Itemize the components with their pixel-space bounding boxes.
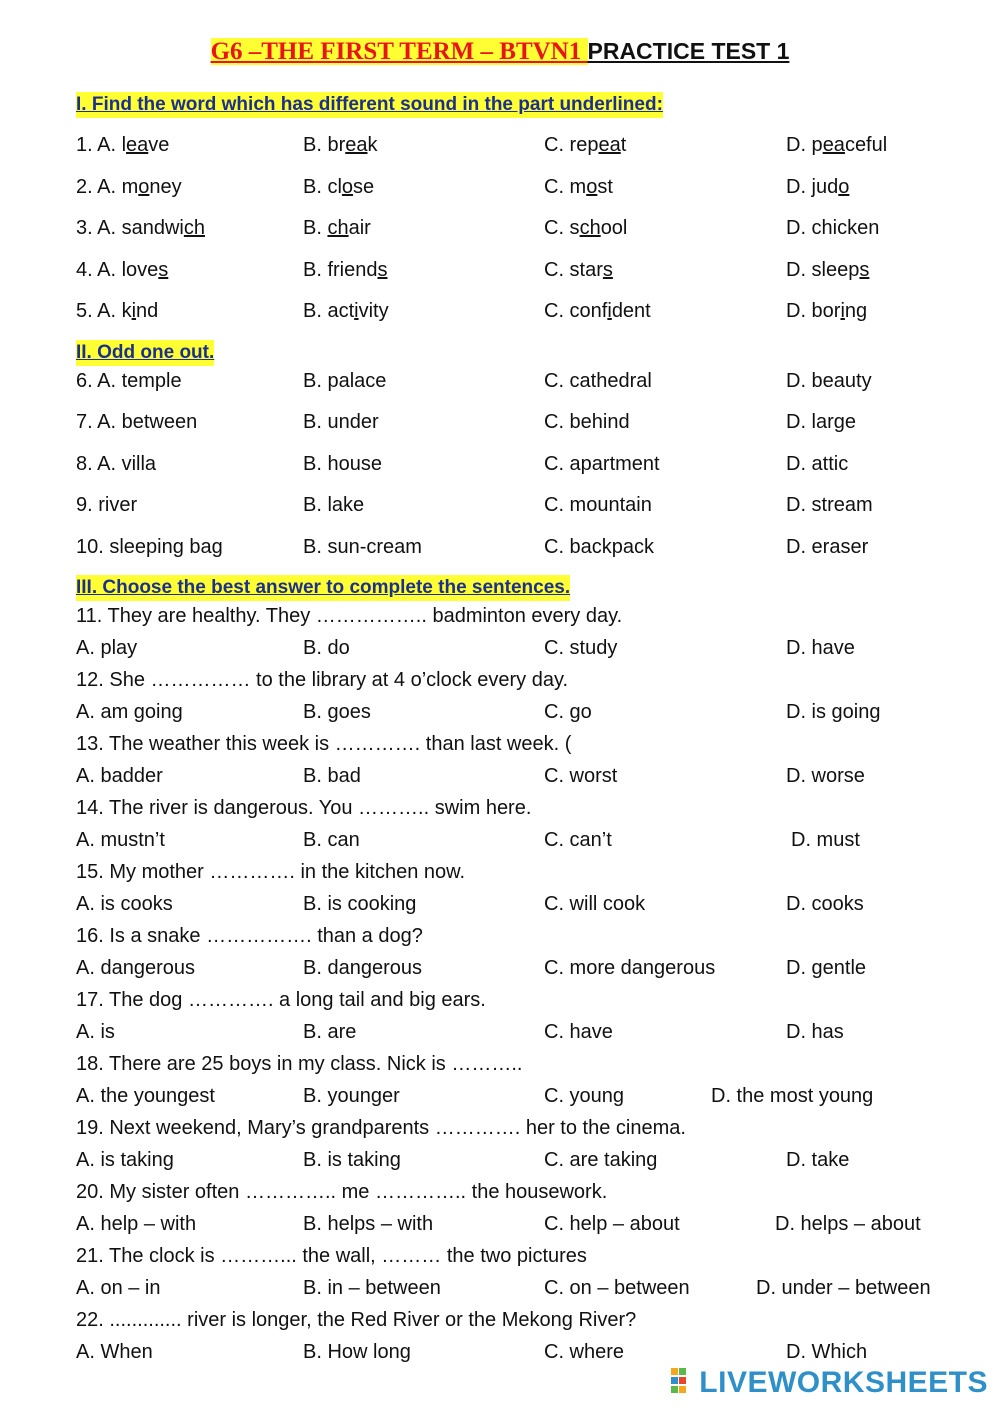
answer-option: B. bad [303, 765, 361, 787]
answer-option: 4. A. loves [76, 258, 169, 281]
title-main: G6 –THE FIRST TERM – BTVN1 [210, 38, 588, 65]
answer-option: B. do [303, 637, 350, 659]
section-1-questions [76, 132, 976, 340]
answer-option: A. the youngest [76, 1085, 215, 1107]
answer-option: B. goes [303, 701, 371, 723]
options-row [76, 1275, 976, 1307]
question-stem: 15. My mother …………. in the kitchen now. [76, 861, 466, 883]
answer-option: B. friends [303, 258, 388, 281]
answer-option: D. worse [786, 765, 865, 787]
options-row [76, 635, 976, 667]
underlined-part: ch [327, 217, 349, 239]
underlined-part: o [341, 175, 354, 198]
answer-option: C. are taking [544, 1149, 658, 1171]
answer-option: B. is cooking [303, 893, 417, 915]
answer-option: A. When [76, 1341, 153, 1363]
question-stem: 21. The clock is ………... the wall, ……… the two pictures [76, 1245, 587, 1267]
answer-option: B. helps – with [303, 1213, 434, 1235]
underlined-part: i [607, 300, 612, 322]
answer-option: C. most [544, 175, 613, 198]
answer-option: 3. A. sandwich [76, 217, 205, 239]
answer-option: 9. river [76, 494, 138, 516]
question-row [76, 492, 976, 534]
question-stem: 11. They are healthy. They …………….. badminton every day. [76, 605, 623, 627]
answer-option: 8. A. villa [76, 452, 157, 475]
answer-option: B. lake [303, 494, 365, 516]
answer-option: B. in – between [303, 1277, 441, 1299]
question-stem: 13. The weather this week is …………. than last week. ( [76, 733, 572, 755]
answer-option: C. help – about [544, 1213, 680, 1235]
underlined-part: ea [822, 134, 845, 156]
answer-option: C. study [544, 637, 618, 659]
section-2-questions [76, 368, 976, 576]
question-row [76, 534, 976, 576]
answer-option: B. can [303, 829, 360, 851]
underlined-part: ea [345, 134, 368, 156]
answer-option: B. is taking [303, 1149, 401, 1171]
answer-option: A. mustn’t [76, 829, 165, 851]
answer-option: B. How long [303, 1341, 411, 1363]
options-row [76, 827, 976, 859]
question-row [76, 215, 976, 257]
underlined-part: ch [579, 217, 601, 239]
answer-option: C. young [544, 1085, 625, 1107]
answer-option: B. sun-cream [303, 535, 422, 558]
answer-option: C. confident [544, 300, 651, 322]
question-stem: 17. The dog …………. a long tail and big ears. [76, 989, 486, 1011]
answer-option: B. palace [303, 369, 387, 392]
answer-option: C. school [544, 217, 628, 239]
question-stem: 16. Is a snake ……………. than a dog? [76, 925, 423, 947]
underlined-part: o [138, 175, 150, 198]
answer-option: A. play [76, 637, 138, 659]
question-stem: 22. ............. river is longer, the Red River or the Mekong River? [76, 1309, 637, 1331]
answer-option: B. house [303, 452, 382, 475]
question-row [76, 174, 976, 216]
underlined-part: o [586, 175, 598, 198]
answer-option: D. helps – about [775, 1213, 921, 1235]
answer-option: A. am going [76, 701, 183, 723]
answer-option: D. is going [786, 701, 881, 723]
question-row [76, 451, 976, 493]
underlined-part: s [377, 258, 388, 281]
underlined-part: i [131, 300, 137, 322]
answer-option: C. can’t [544, 829, 612, 851]
brand-text: LIVEWORKSHEETS [699, 1366, 988, 1399]
options-row [76, 955, 976, 987]
underlined-part: ea [126, 134, 149, 156]
answer-option: D. peaceful [786, 134, 888, 156]
section-1-heading [76, 92, 976, 118]
options-row [76, 891, 976, 923]
answer-option: D. Which [786, 1341, 868, 1363]
options-row [76, 1083, 976, 1115]
question-stem: 14. The river is dangerous. You ……….. swim here. [76, 797, 532, 819]
answer-option: 7. A. between [76, 411, 198, 433]
answer-option: D. stream [786, 494, 873, 516]
answer-option: D. gentle [786, 957, 867, 979]
answer-option: C. on – between [544, 1277, 690, 1299]
answer-option: D. beauty [786, 369, 872, 392]
underlined-part: o [838, 175, 850, 198]
question-row [76, 257, 976, 299]
question-row [76, 132, 976, 174]
options-row [76, 1211, 976, 1243]
question-row [76, 409, 976, 451]
answer-option: 10. sleeping bag [76, 535, 223, 558]
options-row [76, 699, 976, 731]
answer-option: A. help – with [76, 1213, 197, 1235]
section-title: II. Odd one out. [76, 340, 214, 366]
underlined-part: ch [183, 217, 205, 239]
section-3-questions [76, 603, 976, 1371]
answer-option: C. more dangerous [544, 957, 716, 979]
underlined-part: s [859, 258, 870, 281]
answer-option: 1. A. leave [76, 134, 170, 156]
answer-option: D. attic [786, 452, 849, 475]
answer-option: C. stars [544, 258, 613, 281]
footer-brand [671, 1366, 988, 1400]
answer-option: 2. A. money [76, 175, 182, 198]
underlined-part: s [158, 258, 169, 281]
liveworksheets-logo-icon [671, 1368, 695, 1399]
answer-option: C. will cook [544, 893, 646, 915]
question-row [76, 298, 976, 340]
answer-option: 5. A. kind [76, 300, 159, 322]
answer-option: A. badder [76, 765, 163, 787]
section-3-heading [76, 575, 976, 603]
answer-option: D. judo [786, 175, 850, 198]
answer-option: C. where [544, 1341, 625, 1363]
answer-option: C. mountain [544, 494, 652, 516]
answer-option: D. eraser [786, 535, 869, 558]
answer-option: C. apartment [544, 452, 660, 475]
answer-option: A. dangerous [76, 957, 195, 979]
answer-option: B. close [303, 175, 375, 198]
section-title: I. Find the word which has different sound in the part underlined: [76, 92, 663, 118]
answer-option: C. repeat [544, 134, 627, 156]
answer-option: D. large [786, 411, 857, 433]
options-row [76, 1147, 976, 1179]
answer-option: C. worst [544, 765, 618, 787]
section-title: III. Choose the best answer to complete the sentences. [76, 575, 570, 601]
question-stem: 19. Next weekend, Mary’s grandparents …………. her to the cinema. [76, 1117, 686, 1139]
answer-option: D. take [786, 1149, 850, 1171]
options-row [76, 763, 976, 795]
answer-option: A. is [76, 1021, 115, 1043]
title-sub: PRACTICE TEST 1 [587, 38, 790, 64]
answer-option: C. have [544, 1021, 613, 1043]
question-stem: 20. My sister often ………….. me ………….. the housework. [76, 1181, 608, 1203]
answer-option: C. backpack [544, 535, 655, 558]
answer-option: D. must [791, 829, 860, 851]
answer-option: C. behind [544, 411, 630, 433]
answer-option: B. younger [303, 1085, 400, 1107]
section-2-heading [76, 340, 976, 368]
underlined-part: s [602, 258, 613, 281]
question-stem: 12. She …………… to the library at 4 o’clock every day. [76, 669, 569, 691]
answer-option: D. have [786, 637, 855, 659]
underlined-part: ea [598, 134, 621, 156]
page-title [0, 38, 1000, 66]
answer-option: D. under – between [756, 1277, 931, 1299]
answer-option: D. cooks [786, 893, 864, 915]
answer-option: D. boring [786, 300, 868, 322]
answer-option: D. has [786, 1021, 844, 1043]
answer-option: D. chicken [786, 217, 880, 239]
answer-option: B. break [303, 134, 378, 156]
answer-option: D. the most young [711, 1085, 874, 1107]
answer-option: B. under [303, 411, 379, 433]
answer-option: B. dangerous [303, 957, 422, 979]
answer-option: 6. A. temple [76, 369, 182, 392]
answer-option: C. cathedral [544, 369, 652, 392]
underlined-part: i [354, 300, 359, 322]
answer-option: C. go [544, 701, 592, 723]
worksheet-content [76, 92, 976, 1371]
answer-option: B. are [303, 1021, 357, 1043]
options-row [76, 1019, 976, 1051]
question-stem: 18. There are 25 boys in my class. Nick is ……….. [76, 1053, 523, 1075]
answer-option: A. is taking [76, 1149, 174, 1171]
answer-option: A. is cooks [76, 893, 173, 915]
underlined-part: i [840, 300, 845, 322]
answer-option: D. sleeps [786, 258, 870, 281]
question-row [76, 368, 976, 410]
answer-option: B. chair [303, 217, 371, 239]
answer-option: B. activity [303, 300, 389, 322]
answer-option: A. on – in [76, 1277, 161, 1299]
